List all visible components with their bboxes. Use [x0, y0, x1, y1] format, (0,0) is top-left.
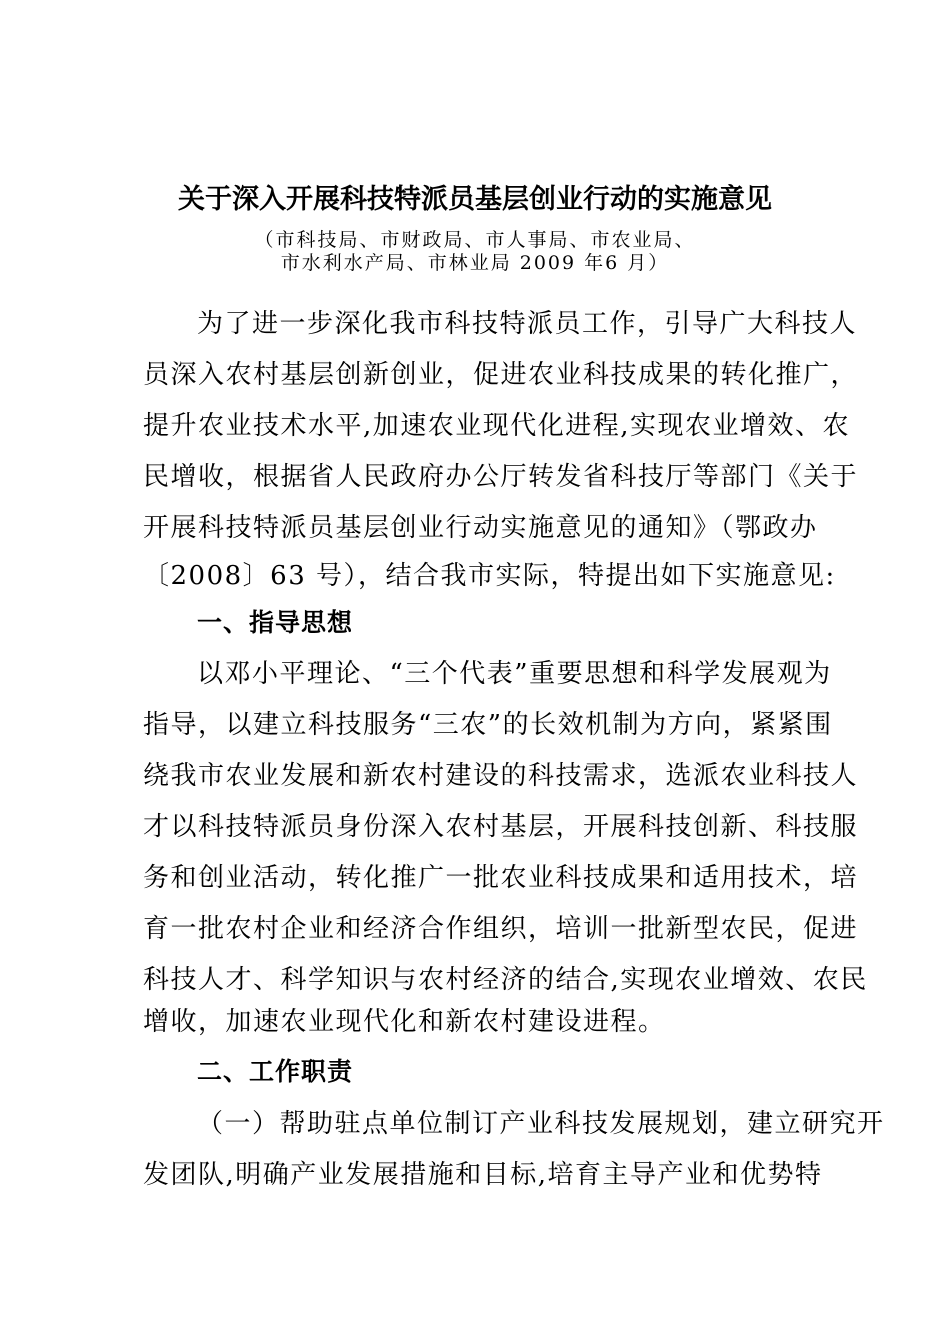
- section1-line: 以邓小平理论、“三个代表”重要思想和科学发展观为: [197, 659, 832, 689]
- section1-line: 育一批农村企业和经济合作组织，培训一批新型农民，促进: [143, 914, 859, 944]
- intro-line: 民增收，根据省人民政府办公厅转发省科技厅等部门《关于: [143, 462, 859, 492]
- intro-line: 为了进一步深化我市科技特派员工作，引导广大科技人: [197, 309, 858, 339]
- document-title: 关于深入开展科技特派员基层创业行动的实施意见: [178, 184, 772, 215]
- section2-line: （一）帮助驻点单位制订产业科技发展规划，建立研究开: [197, 1109, 885, 1139]
- intro-line: 员深入农村基层创新创业，促进农业科技成果的转化推广，: [143, 360, 859, 390]
- intro-line: 开展科技特派员基层创业行动实施意见的通知》（鄂政办: [143, 513, 818, 543]
- intro-line: 〔2008〕63 号），结合我市实际，特提出如下实施意见:: [143, 561, 836, 591]
- section1-line: 务和创业活动，转化推广一批农业科技成果和适用技术，培: [143, 863, 859, 893]
- section1-line: 增收，加速农业现代化和新农村建设进程。: [143, 1007, 666, 1037]
- issuers-line-1: （市科技局、市财政局、市人事局、市农业局、: [254, 229, 696, 251]
- issuers-line-2: 市水利水产局、市林业局 2009 年6 月）: [280, 252, 670, 274]
- section1-line: 才以科技特派员身份深入农村基层，开展科技创新、科技服: [143, 812, 859, 842]
- section-heading-guiding-ideology: 一、指导思想: [197, 608, 354, 637]
- section1-line: 绕我市农业发展和新农村建设的科技需求，选派农业科技人: [143, 761, 859, 791]
- section-heading-work-duties: 二、工作职责: [197, 1057, 354, 1086]
- intro-line: 提升农业技术水平,加速农业现代化进程,实现农业增效、农: [143, 411, 851, 441]
- section1-line: 指导，以建立科技服务“三农”的长效机制为方向，紧紧围: [143, 710, 833, 740]
- section1-line: 科技人才、科学知识与农村经济的结合,实现农业增效、农民: [143, 965, 868, 995]
- section2-line: 发团队,明确产业发展措施和目标,培育主导产业和优势特: [143, 1160, 823, 1190]
